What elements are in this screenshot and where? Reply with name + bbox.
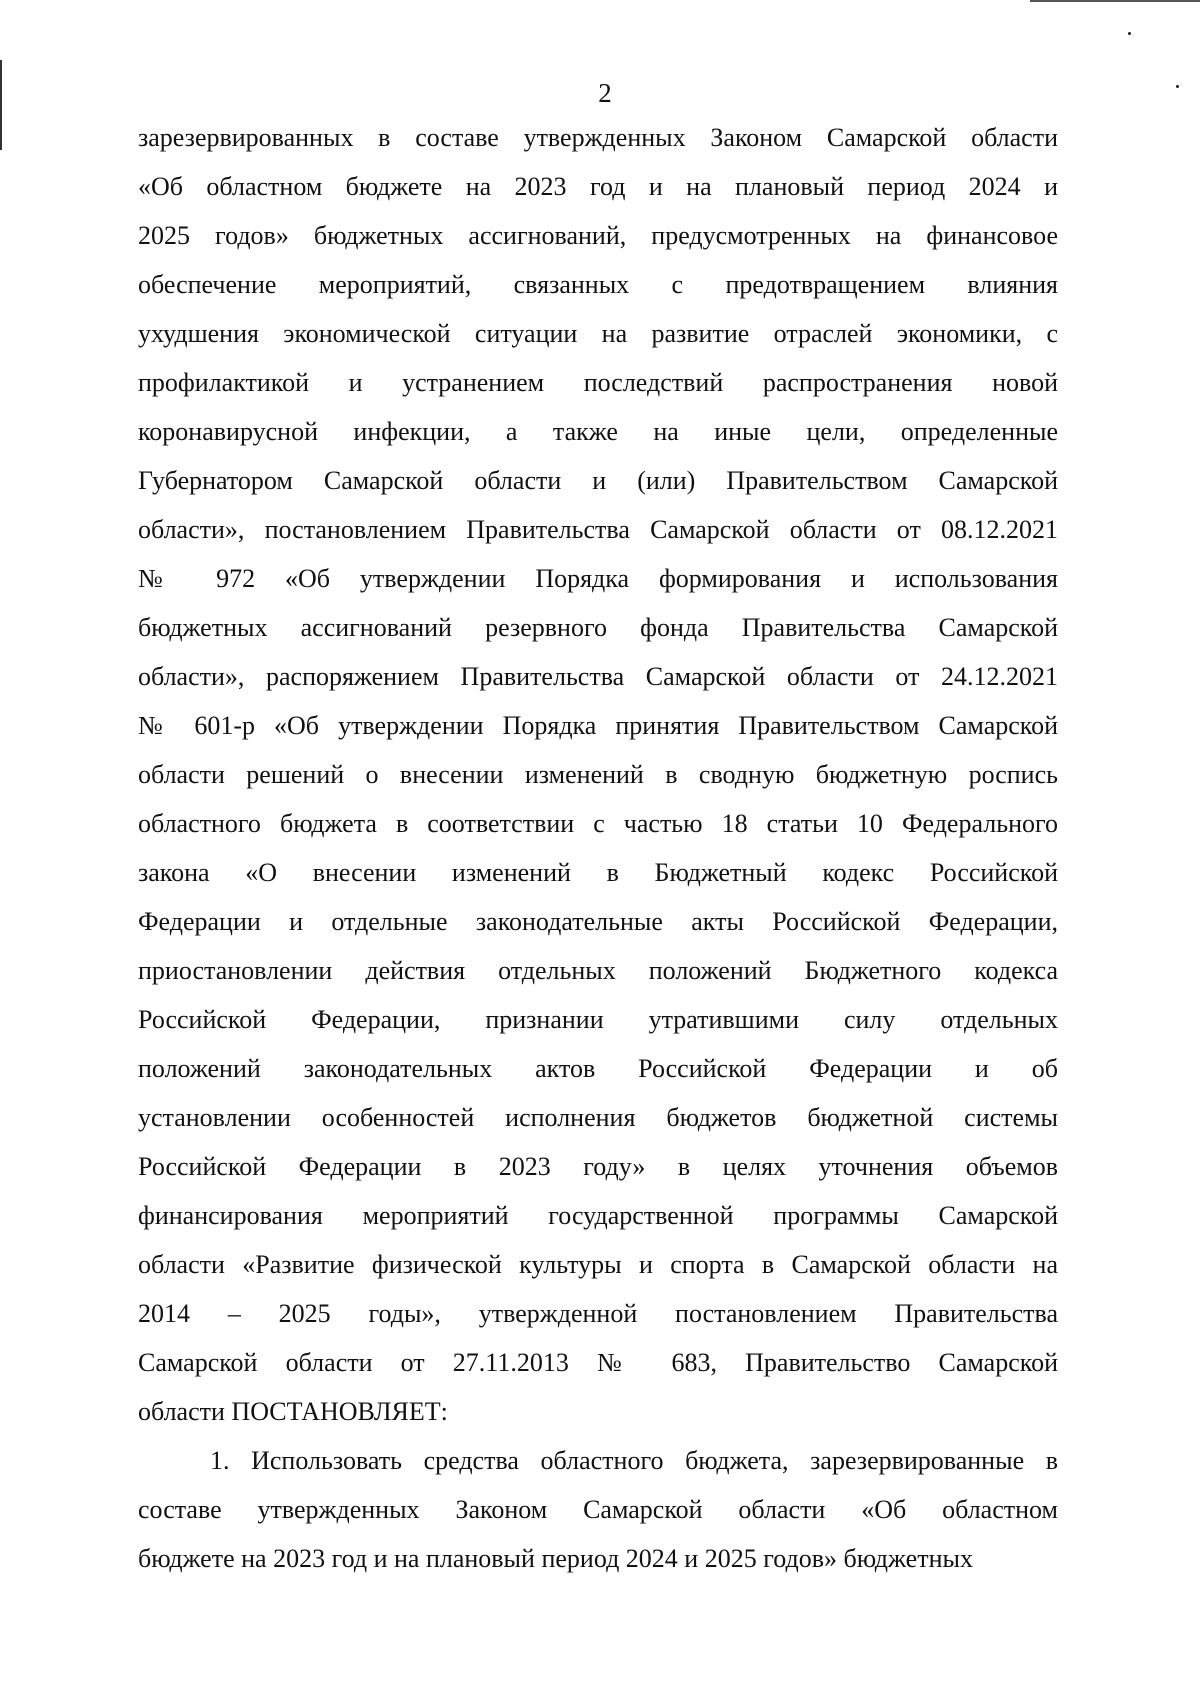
scan-speck: [1128, 32, 1131, 35]
text-line: установлении особенностей исполнения бюджетов бюджетной системы: [138, 1103, 1058, 1132]
text-line: ухудшения экономической ситуации на развитие отраслей экономики, с: [138, 319, 1058, 348]
scan-edge-mark: [1030, 0, 1200, 2]
text-line: № 601-р «Об утверждении Порядка принятия Правительством Самарской: [138, 711, 1058, 740]
text-line: 2014 – 2025 годы», утвержденной постановлением Правительства: [138, 1299, 1058, 1328]
text-line: Самарской области от 27.11.2013 № 683, Правительство Самарской: [138, 1348, 1058, 1377]
text-line: профилактикой и устранением последствий распространения новой: [138, 368, 1058, 397]
text-line: зарезервированных в составе утвержденных Законом Самарской области: [138, 123, 1058, 152]
text-line: коронавирусной инфекции, а также на иные цели, определенные: [138, 417, 1058, 446]
text-line: «Об областном бюджете на 2023 год и на плановый период 2024 и: [138, 172, 1058, 201]
text-line: Российской Федерации в 2023 году» в целях уточнения объемов: [138, 1152, 1058, 1181]
text-line: области», постановлением Правительства Самарской области от 08.12.2021: [138, 515, 1058, 544]
text-line: бюджетных ассигнований резервного фонда Правительства Самарской: [138, 613, 1058, 642]
text-line: закона «О внесении изменений в Бюджетный кодекс Российской: [138, 858, 1058, 887]
text-line: положений законодательных актов Российской Федерации и об: [138, 1054, 1058, 1083]
text-line: № 972 «Об утверждении Порядка формирования и использования: [138, 564, 1058, 593]
text-line: обеспечение мероприятий, связанных с предотвращением влияния: [138, 270, 1058, 299]
text-line: области решений о внесении изменений в сводную бюджетную роспись: [138, 760, 1058, 789]
text-line: области «Развитие физической культуры и спорта в Самарской области на: [138, 1250, 1058, 1279]
text-line: области», распоряжением Правительства Самарской области от 24.12.2021: [138, 662, 1058, 691]
text-line: приостановлении действия отдельных положений Бюджетного кодекса: [138, 956, 1058, 985]
text-line: Федерации и отдельные законодательные акты Российской Федерации,: [138, 907, 1058, 936]
text-line: Губернатором Самарской области и (или) Правительством Самарской: [138, 466, 1058, 495]
page-number: 2: [598, 78, 612, 108]
text-line: 2025 годов» бюджетных ассигнований, предусмотренных на финансовое: [138, 221, 1058, 250]
text-line: области ПОСТАНОВЛЯЕТ:: [138, 1397, 448, 1426]
document-body: [138, 118, 1058, 1588]
text-line: Российской Федерации, признании утратившими силу отдельных: [138, 1005, 1058, 1034]
text-line: 1. Использовать средства областного бюджета, зарезервированные в: [210, 1446, 1058, 1475]
text-line: составе утвержденных Законом Самарской области «Об областном: [138, 1495, 1058, 1524]
text-line: областного бюджета в соответствии с частью 18 статьи 10 Федерального: [138, 809, 1058, 838]
text-line: финансирования мероприятий государственной программы Самарской: [138, 1201, 1058, 1230]
text-line: бюджете на 2023 год и на плановый период 2024 и 2025 годов» бюджетных: [138, 1544, 973, 1573]
